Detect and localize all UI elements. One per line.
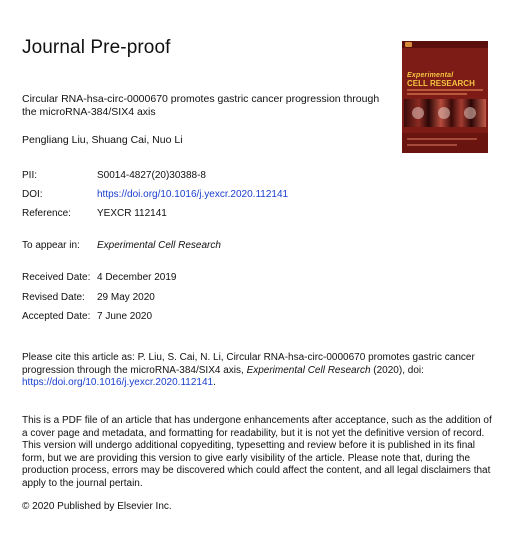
copyright-notice: © 2020 Published by Elsevier Inc. [22,501,172,512]
pii-value: S0014-4827(20)30388-8 [97,170,206,181]
citation-paragraph [22,352,488,390]
accepted-label: Accepted Date: [22,311,91,322]
reference-value: YEXCR 112141 [97,208,167,219]
reference-label: Reference: [22,208,71,219]
revised-label: Revised Date: [22,292,85,303]
received-value: 4 December 2019 [97,272,177,283]
citation-suffix: . [213,377,216,388]
article-authors: Pengliang Liu, Shuang Cai, Nuo Li [22,134,183,146]
pii-label: PII: [22,170,38,181]
cover-subtitle-line [407,93,467,95]
elsevier-logo-icon [405,42,412,47]
cover-cell-shape [438,107,450,119]
page-title: Journal Pre-proof [22,37,171,58]
appear-label: To appear in: [22,240,80,251]
cover-cell-shape [464,107,476,119]
notice-paragraph: This is a PDF file of an article that has undergone enhancements after acceptance, such as the addition of a cover page and metadata, and formatting for readability, but it is not yet the definitive version of record. This version will undergo additional copyediting, typesetting and review before it is published in its final form, but we are providing this version to give early visibility of the article. Please note that, during the production process, errors may be discovered which could affect the content, and all legal disclaimers that apply to the journal pertain. [22,415,492,489]
cover-text-line [407,138,477,140]
citation-journal: Experimental Cell Research [246,364,371,376]
doi-link[interactable]: https://doi.org/10.1016/j.yexcr.2020.112141 [97,189,289,200]
revised-value: 29 May 2020 [97,292,155,303]
cover-title-line1: Experimental [407,72,454,79]
cover-title-line2: CELL RESEARCH [407,79,475,88]
cover-photo [404,99,486,127]
cover-bottom-band [402,133,488,153]
cover-top-bar [402,41,488,48]
cover-subtitle-line [407,89,483,91]
accepted-value: 7 June 2020 [97,311,153,322]
citation-middle: (2020), doi: [370,364,424,376]
doi-label: DOI: [22,189,43,200]
received-label: Received Date: [22,272,91,283]
article-title: Circular RNA-hsa-circ-0000670 promotes gastric cancer progression through the microRNA-384/SIX4 axis [22,93,380,118]
journal-cover-image [402,41,488,153]
cover-cell-shape [412,107,424,119]
cover-text-line [407,144,457,146]
citation-prefix: Please cite this article as: P. Liu, S. Cai, N. Li, Circular RNA-hsa-circ-0000670 promotes gastric cancer progression through the microRNA-384/SIX4 axis, [22,352,475,376]
journal-name: Experimental Cell Research [97,240,221,251]
citation-doi-link[interactable]: https://doi.org/10.1016/j.yexcr.2020.112141 [22,377,214,388]
